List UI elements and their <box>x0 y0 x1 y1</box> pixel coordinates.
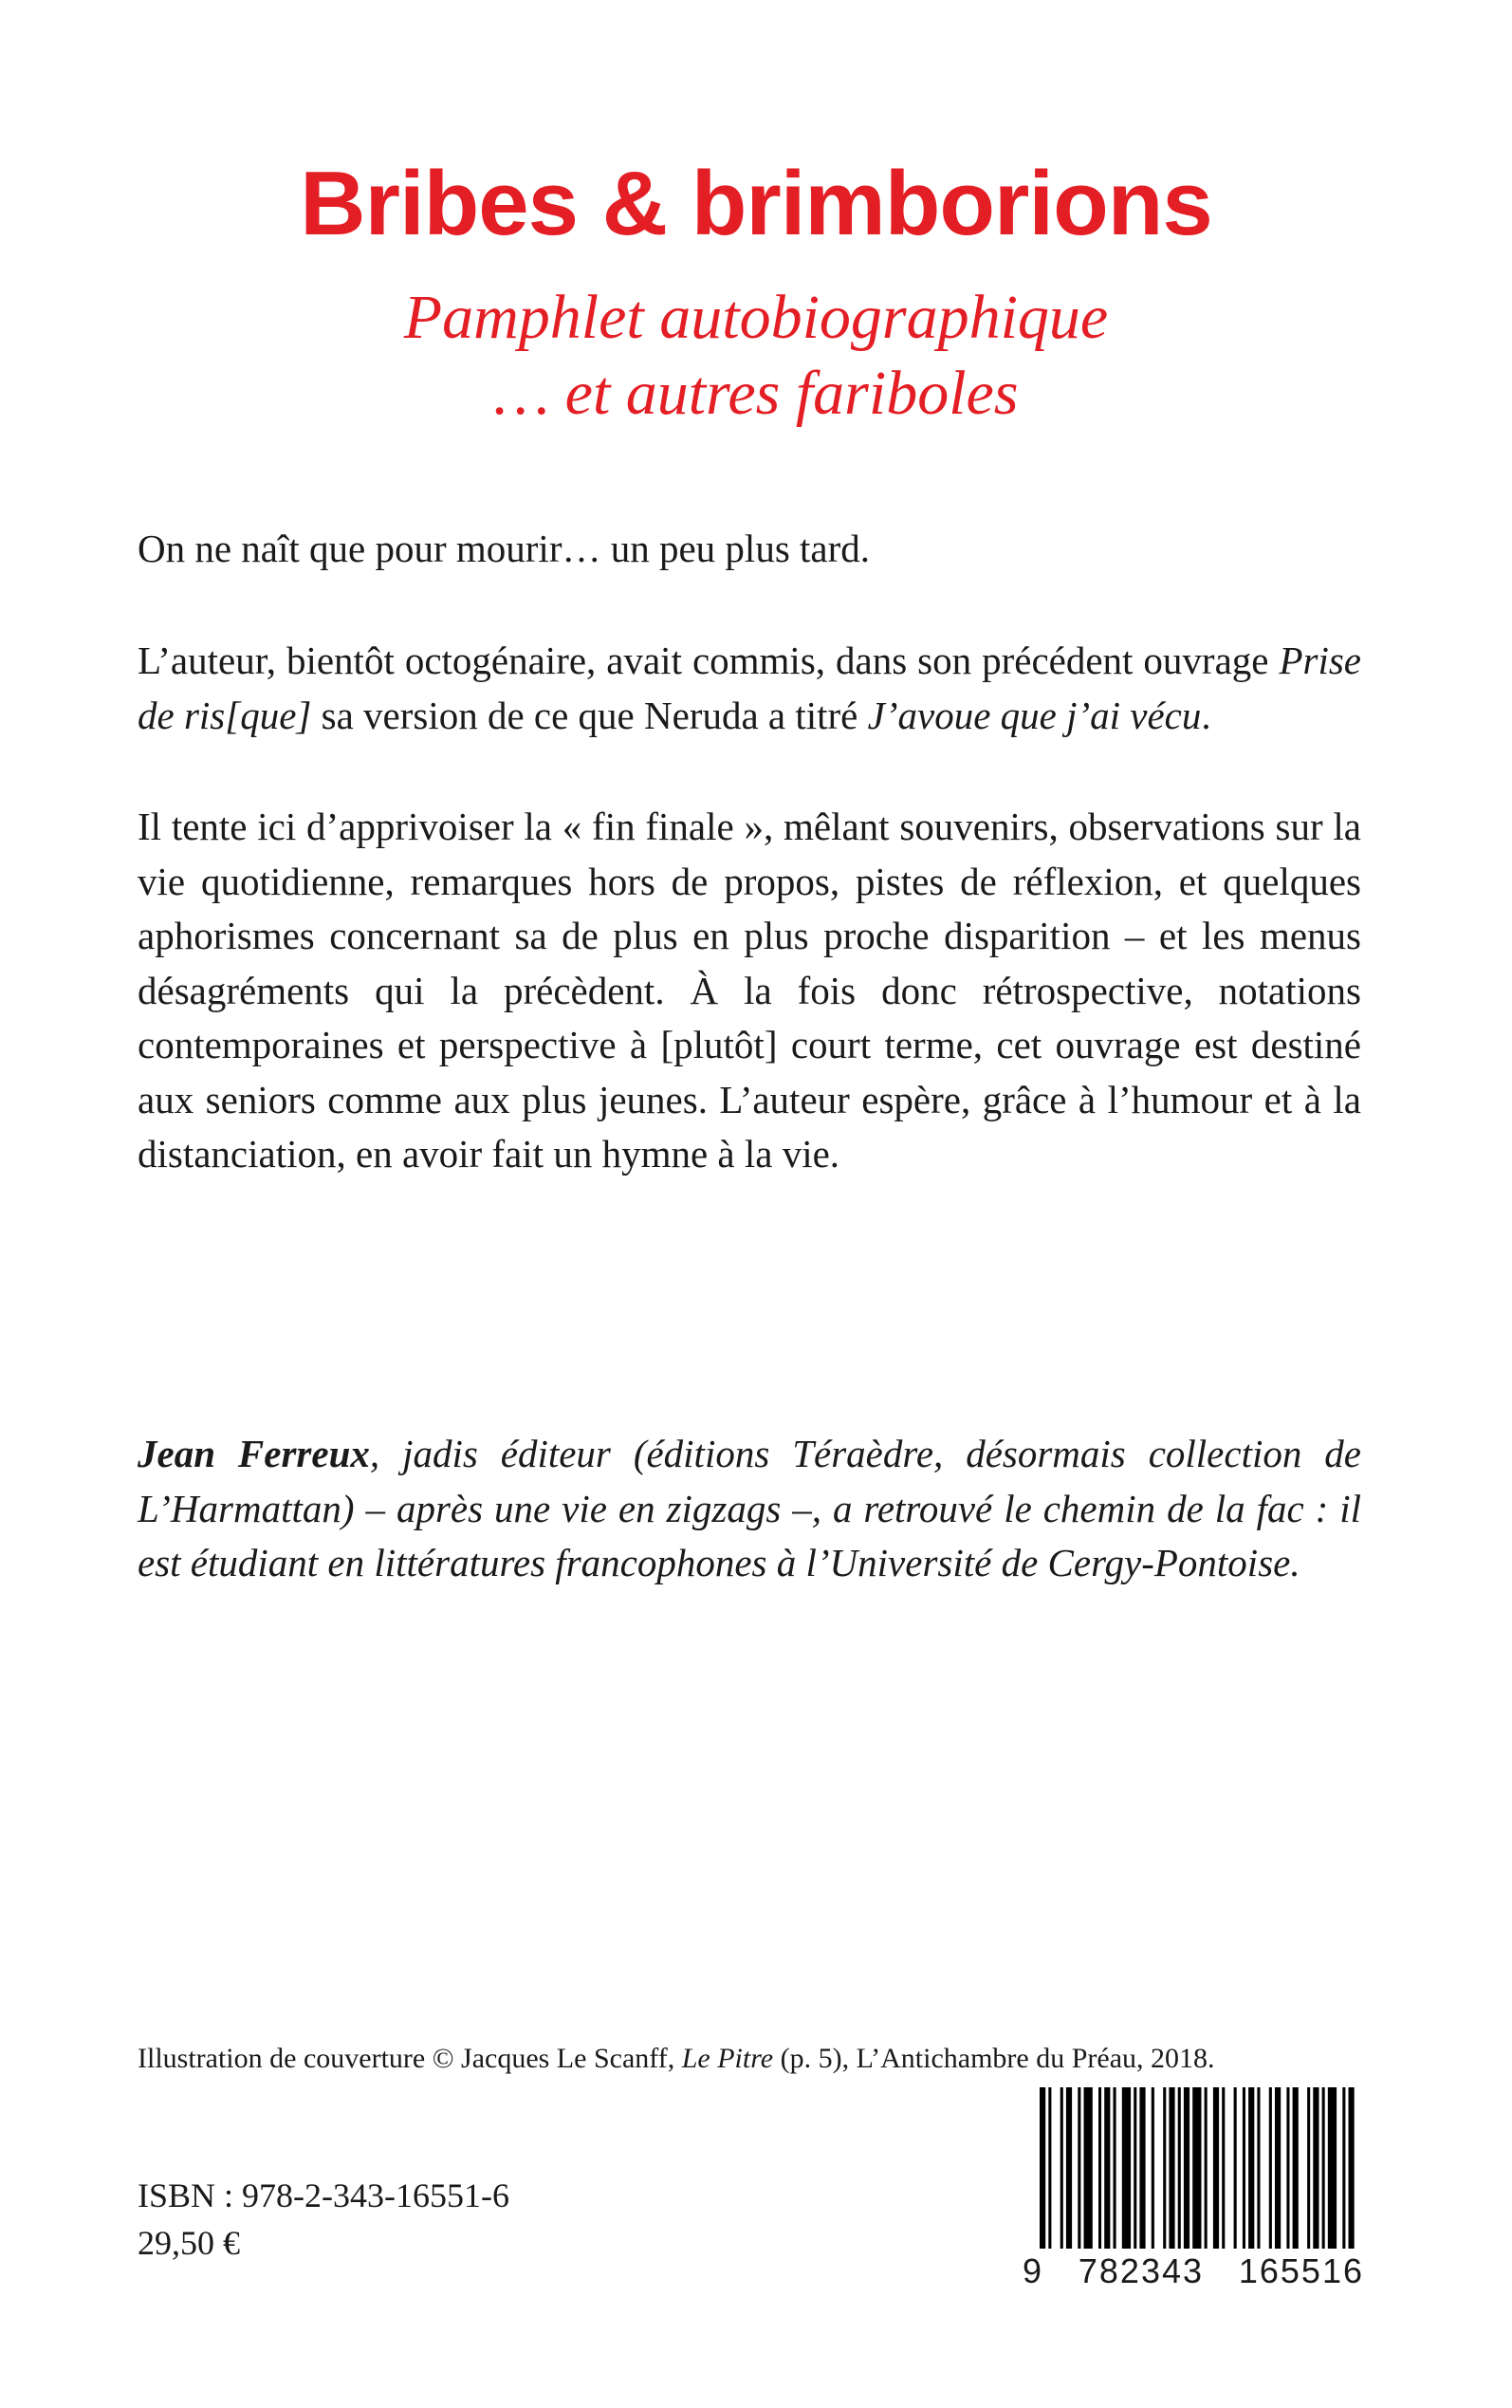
book-subtitle-line1: Pamphlet autobiographique <box>403 283 1109 352</box>
barcode-bar <box>1293 2087 1299 2249</box>
barcode-bar <box>1098 2087 1101 2249</box>
barcode-bar <box>1286 2087 1289 2249</box>
price: 29,50 € <box>138 2224 240 2262</box>
blurb-paragraph-1: On ne naît que pour mourir… un peu plus tard. <box>138 527 871 570</box>
barcode-bar <box>1275 2087 1281 2249</box>
barcode-bar <box>1066 2087 1072 2249</box>
barcode-bar <box>1060 2087 1063 2249</box>
barcode-bar <box>1169 2087 1174 2249</box>
blurb-p2-title-1: Prise de ris[que] <box>138 639 1361 737</box>
barcode-digit-group-2: 165516 <box>1238 2251 1364 2290</box>
barcode-bar <box>1213 2087 1219 2249</box>
barcode-bar <box>1328 2087 1337 2249</box>
credit-suffix: (p. 5), L’Antichambre du Préau, 2018. <box>773 2043 1215 2074</box>
illustration-credit <box>138 2040 1215 2078</box>
blurb-p2-text-a: L’auteur, bientôt octogénaire, avait commis, dans son précédent ouvrage <box>138 639 1280 682</box>
barcode-bar <box>1040 2087 1045 2249</box>
barcode-bar <box>1243 2087 1245 2249</box>
barcode-digit-lead: 9 <box>1023 2251 1044 2290</box>
credit-work: Le Pitre <box>681 2043 774 2074</box>
barcode-bar <box>1269 2087 1272 2249</box>
barcode-bar <box>1139 2087 1145 2249</box>
barcode-bar <box>1205 2087 1208 2249</box>
barcode-bar <box>1122 2087 1131 2249</box>
blurb-p2-title-2: J’avoue que j’ai vécu <box>867 693 1202 737</box>
book-subtitle-line2: … et autres fariboles <box>493 359 1019 428</box>
blurb-paragraph-3: Il tente ici d’apprivoiser la « fin finale », mêlant souvenirs, observations sur la vie quotidienne, remarques hors de propos, pistes de réflexion, et quelques aphorismes concernant sa de plus en plus proche disparition – et les menus désagréments qui la précèdent. À la fois donc rétrospective, notations contemporaines et perspective à [plutôt] court terme, cet ouvrage est destiné aux seniors comme aux plus jeunes. L’auteur espère, grâce à l’humour et à la distanciation, en avoir fait un hymne à la vie. <box>138 805 1361 1176</box>
barcode-bar <box>1234 2087 1237 2249</box>
author-bio-text: , jadis éditeur (éditions Téraèdre, désormais collection de L’Harmattan) – après une vie en zigzags –, a retrouvé le chemin de la fac : il est étudiant en littératures francophones à l’Université de Cergy-Pontoise. <box>138 1432 1361 1584</box>
barcode-digits <box>1023 2249 1364 2294</box>
barcode-digit-group-1: 782343 <box>1078 2251 1205 2290</box>
blurb-p2-text-c: . <box>1201 693 1211 737</box>
barcode-bar <box>1349 2087 1355 2249</box>
barcode-bar <box>1178 2087 1181 2249</box>
barcode-bar <box>1104 2087 1110 2249</box>
barcode-bar <box>1322 2087 1325 2249</box>
barcode-bar <box>1257 2087 1260 2249</box>
barcode-bar <box>1342 2087 1345 2249</box>
blurb-paragraph-2 <box>138 634 1361 743</box>
author-name: Jean Ferreux <box>138 1432 370 1475</box>
isbn: ISBN : 978-2-343-16551-6 <box>138 2176 509 2214</box>
barcode-bar <box>1184 2087 1189 2249</box>
barcode-bar <box>1048 2087 1051 2249</box>
barcode-bar <box>1222 2087 1225 2249</box>
barcode-bar <box>1307 2087 1310 2249</box>
credit-prefix: Illustration de couverture © Jacques Le Scanff, <box>138 2043 682 2074</box>
barcode-bar <box>1313 2087 1318 2249</box>
barcode-bar <box>1134 2087 1136 2249</box>
barcode-bar <box>1192 2087 1201 2249</box>
barcode-bar <box>1163 2087 1166 2249</box>
blurb-p2-text-b: sa version de ce que Neruda a titré <box>311 693 868 737</box>
barcode-bar <box>1248 2087 1254 2249</box>
author-bio <box>138 1427 1361 1591</box>
barcode-bar <box>1084 2087 1093 2249</box>
barcode-bar <box>1078 2087 1080 2249</box>
barcode-bar <box>1114 2087 1116 2249</box>
book-title: Bribes & brimborions <box>300 153 1212 254</box>
barcode-bar <box>1152 2087 1154 2249</box>
barcode-bars <box>1023 2087 1364 2258</box>
